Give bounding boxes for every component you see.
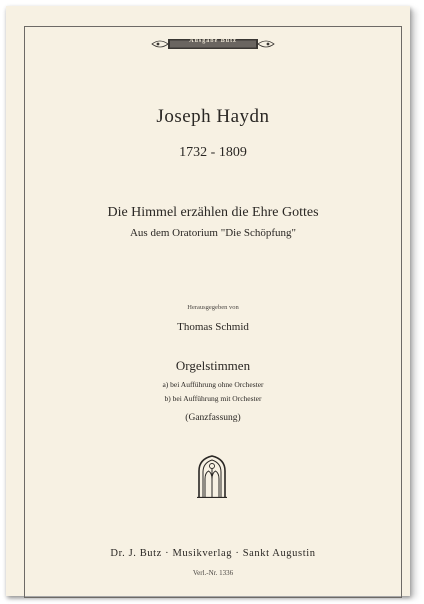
part-option-b: b) bei Aufführung mit Orchester [164,394,262,403]
gothic-window-icon [197,455,227,498]
editor-name: Thomas Schmid [177,321,249,333]
editor-label: Herausgegeben von [187,304,239,311]
parts-title: Orgelstimmen [175,358,251,373]
composer-name: Joseph Haydn [156,106,270,127]
publisher-name: Dr. J. Butz · Musikverlag · Sankt Augustin [110,548,316,559]
composer-dates: 1732 - 1809 [179,145,247,160]
work-title: Die Himmel erzählen die Ehre Gottes [107,205,319,220]
catalog-number: Verl.-Nr. 1336 [192,569,234,577]
ornamental-banner [150,36,276,52]
version-note: (Ganzfassung) [185,413,241,423]
work-subtitle: Aus dem Oratorium "Die Schöpfung" [129,227,296,239]
banner-label: Ausgabe Butz [189,38,237,44]
part-option-a: a) bei Aufführung ohne Orchester [162,380,264,389]
